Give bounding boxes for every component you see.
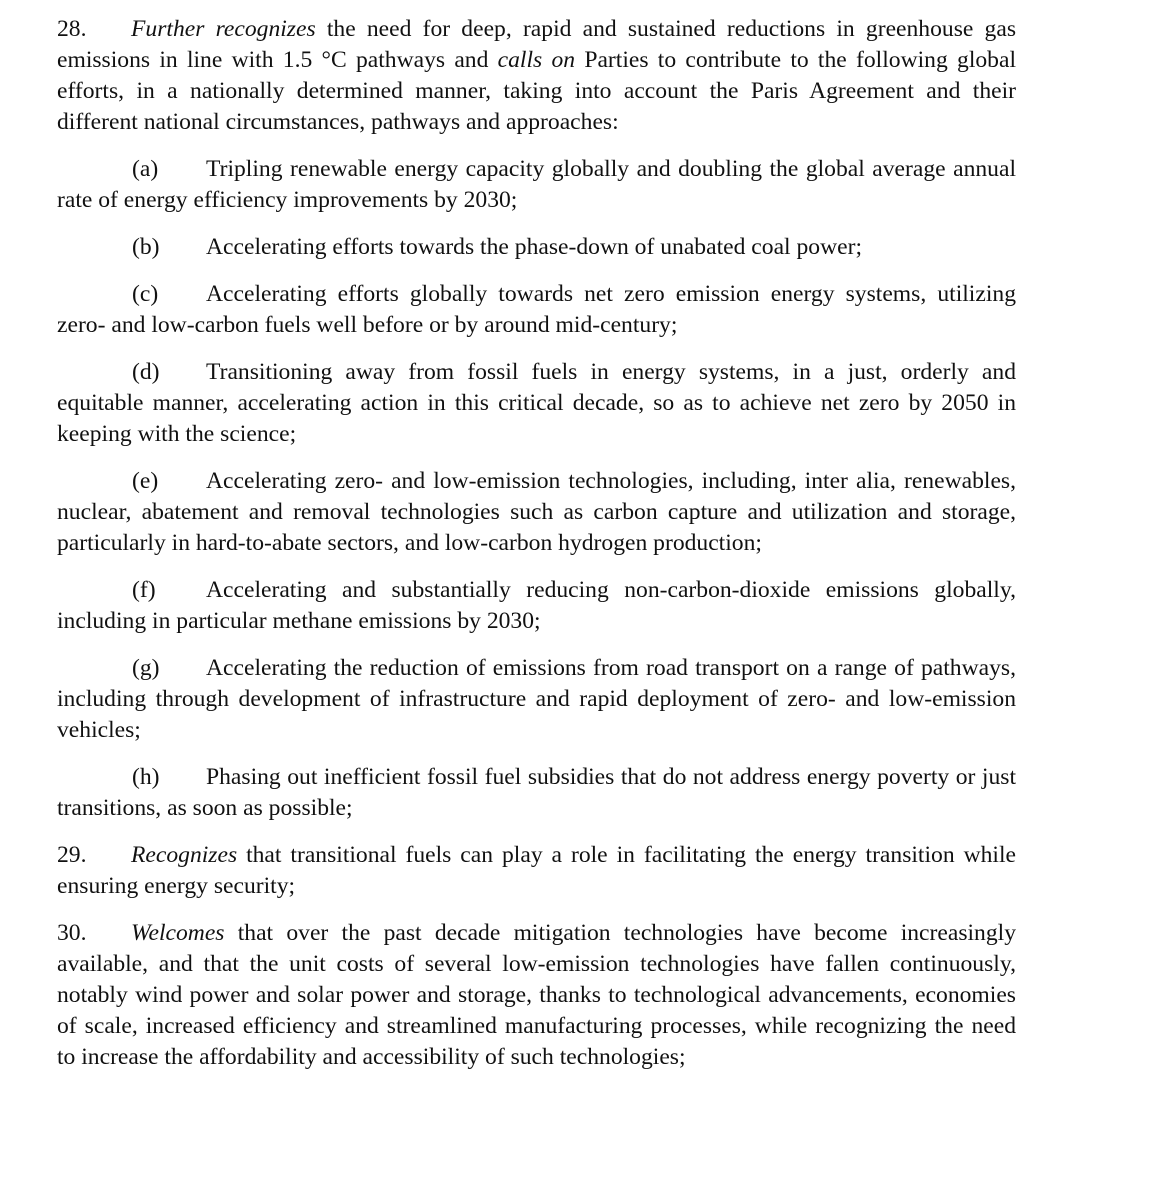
paragraph-29 [57,840,1016,902]
subparagraph-label: (f) [132,577,156,603]
paragraph-number: 30. [57,920,87,946]
subparagraph-text: Accelerating efforts towards the phase-down of unabated coal power; [206,234,863,260]
subparagraph-h [57,762,1016,824]
subparagraph-label: (h) [132,764,160,790]
subparagraph-f [57,575,1016,637]
subparagraph-label: (c) [132,281,159,307]
paragraph-text: the need for deep, rapid and sustained reductions in greenhouse gas emissions in line with 1.5 °C pathways and [57,16,1017,73]
subparagraph-b [57,232,1016,263]
subparagraph-d [57,357,1016,450]
paragraph-number: 29. [57,842,87,868]
document-page [57,14,1016,1089]
subparagraph-text: Transitioning away from fossil fuels in energy systems, in a just, orderly and equitable manner, accelerating action in this critical decade, so as to achieve net zero by 2050 in keeping with the science; [57,359,1016,447]
subparagraph-text: Tripling renewable energy capacity globally and doubling the global average annual rate of energy efficiency improvements by 2030; [57,156,1016,213]
subparagraph-text: Accelerating zero- and low-emission technologies, including, inter alia, renewables, nuclear, abatement and removal technologies such as carbon capture and utilization and storage, particularly in hard-to-abate sectors, and low-carbon hydrogen production; [57,468,1016,556]
subparagraph-label: (b) [132,234,160,260]
subparagraph-label: (d) [132,359,160,385]
paragraph-number: 28. [57,16,87,42]
subparagraph-label: (g) [132,655,160,681]
subparagraph-text: Accelerating the reduction of emissions from road transport on a range of pathways, including through development of infrastructure and rapid deployment of zero- and low-emission vehicles; [57,655,1016,743]
paragraph-text: Parties to contribute to the following global efforts, in a nationally determined manner, taking into account the Paris Agreement and their different national circumstances, pathways and approaches: [57,47,1016,135]
subparagraph-label: (a) [132,156,159,182]
paragraph-28 [57,14,1016,138]
subparagraph-text: Accelerating and substantially reducing non-carbon-dioxide emissions globally, including in particular methane emissions by 2030; [57,577,1016,634]
subparagraph-e [57,466,1016,559]
paragraph-text: that transitional fuels can play a role in facilitating the energy transition while ensuring energy security; [57,842,1016,899]
operative-verb: Welcomes [131,920,225,946]
operative-verb: calls on [497,47,576,73]
paragraph-30 [57,918,1016,1073]
subparagraph-text: Accelerating efforts globally towards net zero emission energy systems, utilizing zero- and low-carbon fuels well before or by around mid-century; [57,281,1016,338]
operative-verb: Further recognizes [131,16,316,42]
subparagraph-label: (e) [132,468,159,494]
subparagraph-text: Phasing out inefficient fossil fuel subsidies that do not address energy poverty or just transitions, as soon as possible; [57,764,1016,821]
subparagraph-a [57,154,1016,216]
subparagraph-g [57,653,1016,746]
subparagraph-c [57,279,1016,341]
operative-verb: Recognizes [131,842,238,868]
paragraph-text: that over the past decade mitigation technologies have become increasingly available, and that the unit costs of several low-emission technologies have fallen continuously, notably wind power and solar power and storage, thanks to technological advancements, economies of scale, increased efficiency and streamlined manufacturing processes, while recognizing the need to increase the affordability and accessibility of such technologies; [57,920,1016,1070]
